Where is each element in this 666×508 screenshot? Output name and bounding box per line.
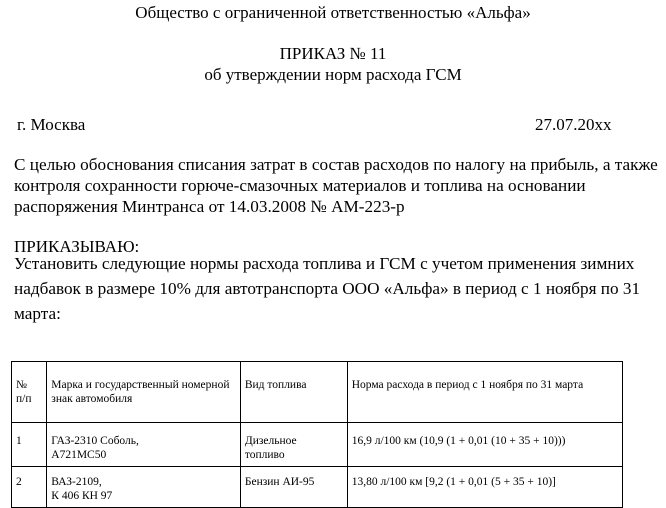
order-subtitle: об утверждении норм расхода ГСМ: [204, 65, 462, 84]
row-norm: 16,9 л/100 км (10,9 (1 + 0,01 (10 + 35 + 10))): [347, 423, 622, 467]
header-fuel: Вид топлива: [240, 362, 347, 423]
row-norm: 13,80 л/100 км [9,2 (1 + 0,01 (5 + 35 + 10)]: [347, 467, 622, 508]
row-num: 2: [12, 467, 47, 508]
table-row: [12, 423, 623, 467]
order-title: ПРИКАЗ № 11: [279, 44, 387, 63]
header-num: № п/п: [12, 362, 47, 423]
instruction-paragraph: Установить следующие нормы расхода топлива и ГСМ с учетом применения зимних надбавок в размере 10% для автотранспорта ООО «Альфа» в период с 1 ноября по 31 марта:: [14, 254, 641, 323]
header-vehicle: Марка и государственный номерной знак автомобиля: [47, 362, 241, 423]
row-fuel: Дизельное топливо: [240, 423, 347, 467]
company-name: Общество с ограниченной ответственностью «Альфа»: [135, 3, 531, 22]
row-fuel: Бензин АИ-95: [240, 467, 347, 508]
table-row: [12, 467, 623, 508]
row-vehicle: ВАЗ-2109, К 406 КН 97: [47, 467, 241, 508]
row-num: 1: [12, 423, 47, 467]
fuel-norms-table: [11, 361, 623, 508]
table-header-row: [12, 362, 623, 423]
row-vehicle: ГАЗ-2310 Соболь, А721МС50: [47, 423, 241, 467]
order-word: ПРИКАЗЫВАЮ:: [14, 237, 140, 256]
order-date: 27.07.20xx: [535, 115, 612, 134]
city: г. Москва: [17, 115, 86, 134]
header-norm: Норма расхода в период с 1 ноября по 31 марта: [347, 362, 622, 423]
intro-paragraph: С целью обоснования списания затрат в состав расходов по налогу на прибыль, а также контроля сохранности горюче-смазочных материалов и топлива на основании распоряжения Минтранса от 14.03.2008 № АМ-223-р: [14, 155, 658, 216]
